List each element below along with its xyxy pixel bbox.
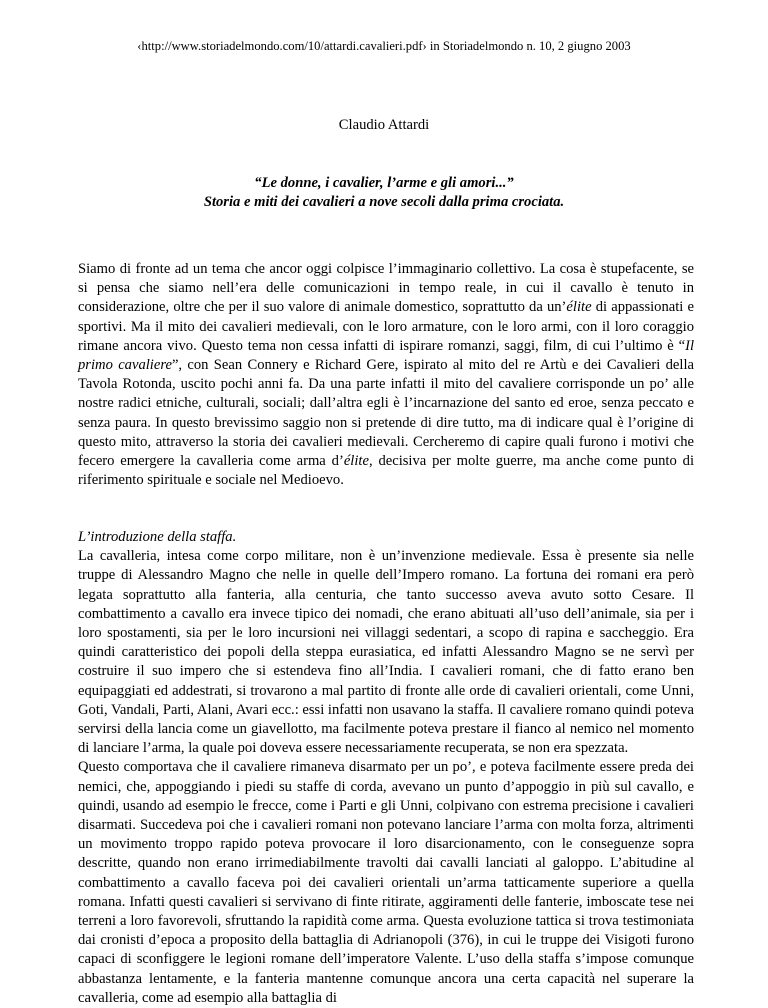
intro-text-3: ”, con Sean Connery e Richard Gere, ispirato al mito del re Artù e dei Cavalieri della Tavola Rotonda, uscito pochi anni fa. Da una parte infatti il mito del cavaliere corrisponde un po’ alle nostre radici etniche, culturali, sociali; dall’altra egli è l’incarnazione del santo ed eroe, senza peccato e senza paura. In questo brevissimo saggio non si pretende di dire tutto, ma di indicare qual è l’origine di questo mito, attraverso la storia dei cavalieri medievali. Cercheremo di capire quali furono i motivi che fecero emergere la cavalleria come arma d’: [78, 357, 694, 470]
title-line-1: “Le donne, i cavalier, l’arme e gli amori...”: [254, 175, 514, 191]
author-name: Claudio Attardi: [338, 117, 430, 133]
intro-film-title: Il primo cavaliere: [78, 337, 694, 374]
source-citation: ‹http://www.storiadelmondo.com/10/attardi.cavalieri.pdf› in Storiadelmondo n. 10, 2 giugno 2003: [137, 39, 631, 53]
section-staffa: [78, 528, 694, 1008]
title-line-2: Storia e miti dei cavalieri a nove secoli dalla prima crociata.: [203, 194, 565, 210]
intro-text-4: , decisiva per molte guerre, ma anche come punto di riferimento spirituale e sociale nel Medioevo.: [78, 453, 694, 489]
intro-elite-1: élite: [566, 299, 592, 316]
section-paragraph-2: Questo comportava che il cavaliere rimaneva disarmato per un po’, e poteva facilmente essere preda dei nemici, che, appoggiando i piedi su staffe di corda, avevano un punto d’appoggio in più sul cavallo, e quindi, usando ad esempio le frecce, come i Parti e gli Unni, colpivano con estrema precisione i cavalieri disarmati. Succedeva poi che i cavalieri romani non potevano lanciare l’arma con molta forza, altrimenti un movimento troppo rapido poteva provocare il loro disarcionamento, con le conseguenze sopra descritte, quando non erano irrimediabilmente travolti dai cavalli lanciati al galoppo. L’abitudine al combattimento a cavallo faceva poi dei cavalieri orientali un’arma tatticamente superiore a quella romana. Infatti questi cavalieri si servivano di finte ritirate, aggiramenti delle fanterie, imboscate tese nei terreni a loro favorevoli, sfruttando la rapidità come arma. Questa evoluzione tattica si trova testimoniata dai cronisti d’epoca a proposito della battaglia di Adrianopoli (376), in cui le truppe dei Visigoti furono capaci di sconfiggere le legioni romane dell’imperatore Valente. L’uso della staffa s’impose comunque abbastanza lentamente, e la fanteria mantenne comunque ancora una certa capacità nel superare la cavalleria, come ad esempio alla battaglia di: [78, 759, 694, 1006]
article-title: [0, 174, 768, 212]
section-heading: L’introduzione della staffa.: [78, 529, 237, 545]
intro-text-1: Siamo di fronte ad un tema che ancor oggi colpisce l’immaginario collettivo. La cosa è stupefacente, se si pensa che siamo nell’era delle comunicazioni in tempo reale, in cui il cavallo è tenuto in considerazione, oltre che per il suo valore di animale domestico, soprattutto da un’: [78, 261, 694, 316]
intro-paragraph: [78, 260, 694, 490]
intro-text-2: di appassionati e sportivi. Ma il mito dei cavalieri medievali, con le loro armature, con le loro armi, con il loro coraggio rimane ancora vivo. Questo tema non cessa infatti di ispirare romanzi, saggi, film, di cui l’ultimo è “: [78, 299, 695, 354]
section-paragraph-1: La cavalleria, intesa come corpo militare, non è un’invenzione medievale. Essa è presente sia nelle truppe di Alessandro Magno che nelle in quelle dell’Impero romano. La fortuna dei romani era però legata soprattutto alla fanteria, alla centuria, che tanto successo aveva avuto sotto Cesare. Il combattimento a cavallo era invece tipico dei nomadi, che erano abituati all’uso dell’animale, sia per i loro spostamenti, sia per le loro incursioni nei villaggi sedentari, a scopo di rapina e saccheggio. Era quindi caratteristico dei popoli della steppa eurasiatica, ed infatti Alessandro Magno se ne servì per costruire il suo impero che si estendeva fino all’India. I cavalieri romani, che di fatto erano ben equipaggiati ed addestrati, si trovarono a mal partito di fronte alle orde di cavalieri orientali, come Unni, Goti, Vandali, Parti, Alani, Avari ecc.: essi infatti non usavano la staffa. Il cavaliere romano quindi poteva servirsi della lancia come un giavellotto, ma facilmente poteva prestare il fianco al nemico nel momento di lanciare l’arma, la quale poi doveva essere necessariamente recuperata, se non era spezzata.: [78, 548, 695, 757]
intro-elite-2: élite: [343, 453, 369, 470]
